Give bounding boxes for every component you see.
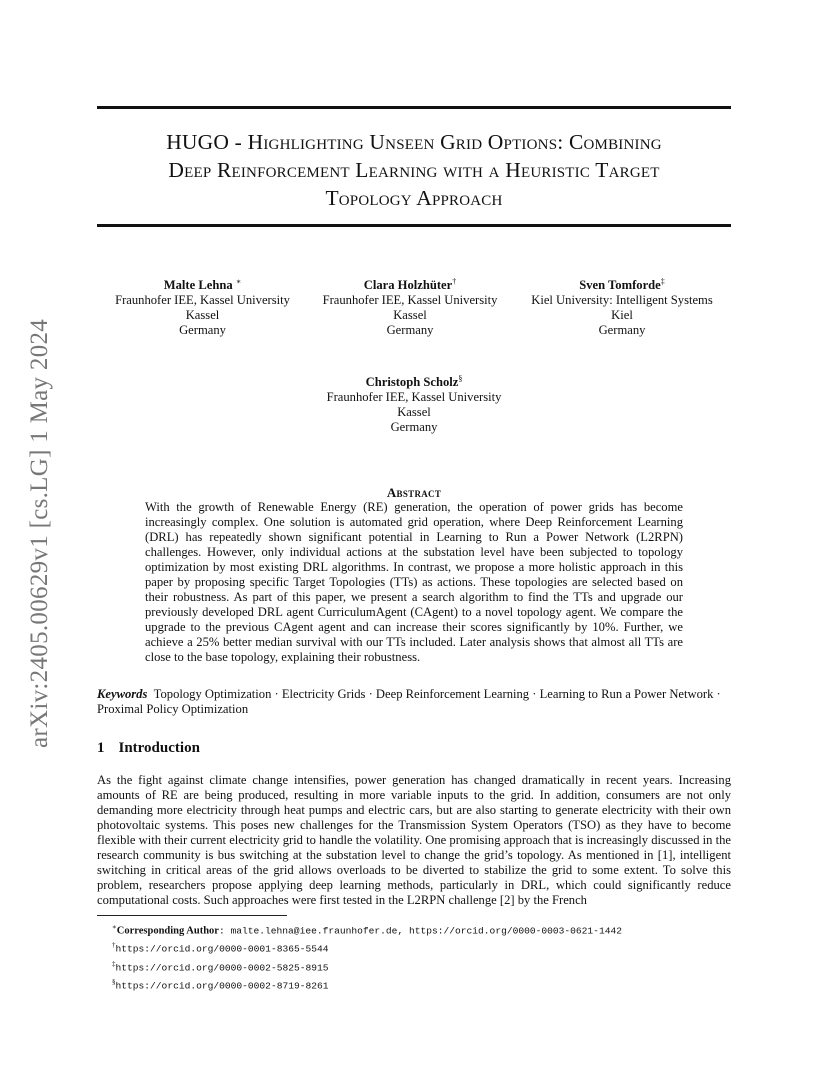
author-name: Sven Tomforde — [579, 278, 661, 293]
title-line-1-text: Highlighting Unseen Grid Options: Combining — [247, 130, 662, 154]
author-country: Germany — [386, 323, 434, 338]
abstract-text: With the growth of Renewable Energy (RE) generation, the operation of power grids has become increasingly complex. One solution is automated grid operation, where Deep Reinforcement Learning (DRL) has repeatedly shown significant potential in Learning to Run a Power Network (L2RPN) challenges. However, only individual actions at the substation level have been subjected to topology optimization by most existing DRL algorithms. In contrast, we propose a more holistic approach in this paper by proposing specific Target Topologies (TTs) as actions. These topologies are selected based on their robustness. As part of this paper, we present a search algorithm to find the TTs and upgrade our previously developed DRL agent CurriculumAgent (CAgent) to a novel topology agent. We compare the upgrade to the previous CAgent agent and can increase their scores significantly by 10%. Further, we achieve a 25% better median survival with our TTs included. Later analysis shows that almost all TTs are close to the base topology, explaining their robustness. — [145, 500, 683, 664]
footnote-4 — [112, 975, 622, 993]
title-acronym: HUGO - — [166, 130, 248, 154]
author-country: Germany — [390, 420, 438, 435]
footnotes — [112, 920, 622, 993]
author-name: Malte Lehna — [163, 278, 233, 293]
footnote-mark: ‡ — [112, 959, 116, 968]
keywords — [97, 687, 731, 717]
footnote-mark: ∗ — [112, 923, 117, 931]
author-name: Clara Holzhüter — [363, 278, 453, 293]
author-affiliation: Fraunhofer IEE, Kassel University — [326, 390, 502, 405]
footnote-text: https://orcid.org/0000-0001-8365-5544 — [115, 943, 329, 955]
title-line-2: Deep Reinforcement Learning with a Heuristic Target — [168, 158, 660, 182]
footnote-2 — [112, 938, 622, 956]
author-affiliation: Fraunhofer IEE, Kassel University — [115, 293, 290, 308]
title-line-1 — [97, 128, 731, 156]
author-mark: ∗ — [235, 277, 242, 286]
introduction-text: As the fight against climate change intensifies, power generation has changed dramatically in recent years. Increasing amounts of RE are being produced, resulting in more variable inputs to the grid. In addition, consumers are not only demanding more electricity through heat pumps and electric cars, but are also starting to generate electricity with their own photovoltaic systems. This poses new challenges for the Transmission System Operators (TSO) as they have to become flexible with their current electricity grid to handle the volatility. One promising approach that is increasingly discussed in the research community is bus switching at the substation level to change the grid’s topology. As mentioned in [1], intelligent switching in critical areas of the grid allows overloads to be diverted to stabilize the grid to some extent. To solve this problem, researchers propose applying deep learning methods, particularly in DRL, which could significantly reduce computational costs. Such approaches were first tested in the L2RPN challenge [2] by the French — [97, 773, 731, 907]
footnote-text: https://orcid.org/0000-0002-8719-8261 — [115, 980, 329, 992]
footnote-mark: † — [112, 941, 116, 950]
author-mark: † — [452, 277, 457, 286]
author-affiliation: Fraunhofer IEE, Kassel University — [322, 293, 498, 308]
section-heading — [97, 740, 200, 757]
footnote-3 — [112, 957, 622, 975]
abstract-heading: Abstract — [386, 485, 442, 500]
footnote-mark: § — [112, 977, 116, 986]
author-country: Germany — [179, 323, 226, 338]
footnote-label: Corresponding Author — [116, 925, 219, 937]
author-affiliation: Kiel University: Intelligent Systems — [531, 293, 713, 308]
footnote-text: : malte.lehna@iee.fraunhofer.de, https://orcid.org/0000-0003-0621-1442 — [218, 925, 622, 937]
footnote-rule — [97, 915, 287, 916]
footnote-1 — [112, 920, 622, 938]
author-2 — [310, 274, 510, 338]
title-top-rule — [97, 106, 731, 109]
keywords-text: Topology Optimization · Electricity Grids · Deep Reinforcement Learning · Learning to Run a Power Network · Proximal Policy Optimization — [97, 687, 721, 716]
author-3 — [515, 274, 729, 338]
author-4 — [310, 371, 518, 435]
author-1 — [100, 274, 305, 338]
footnote-text: https://orcid.org/0000-0002-5825-8915 — [115, 961, 329, 973]
section-title: Introduction — [118, 740, 200, 756]
author-name: Christoph Scholz — [365, 375, 459, 390]
paper-title — [97, 128, 731, 212]
author-city: Kiel — [611, 308, 633, 323]
author-country: Germany — [598, 323, 646, 338]
title-line-3: Topology Approach — [325, 186, 503, 210]
section-number: 1 — [97, 740, 105, 756]
author-city: Kassel — [185, 308, 220, 323]
author-city: Kassel — [393, 308, 427, 323]
title-bottom-rule — [97, 224, 731, 227]
keywords-label: Keywords — [97, 687, 148, 701]
author-city: Kassel — [397, 405, 431, 420]
author-mark: § — [458, 374, 463, 383]
author-mark: ‡ — [660, 277, 665, 286]
arxiv-stamp: arXiv:2405.00629v1 [cs.LG] 1 May 2024 — [26, 318, 53, 748]
